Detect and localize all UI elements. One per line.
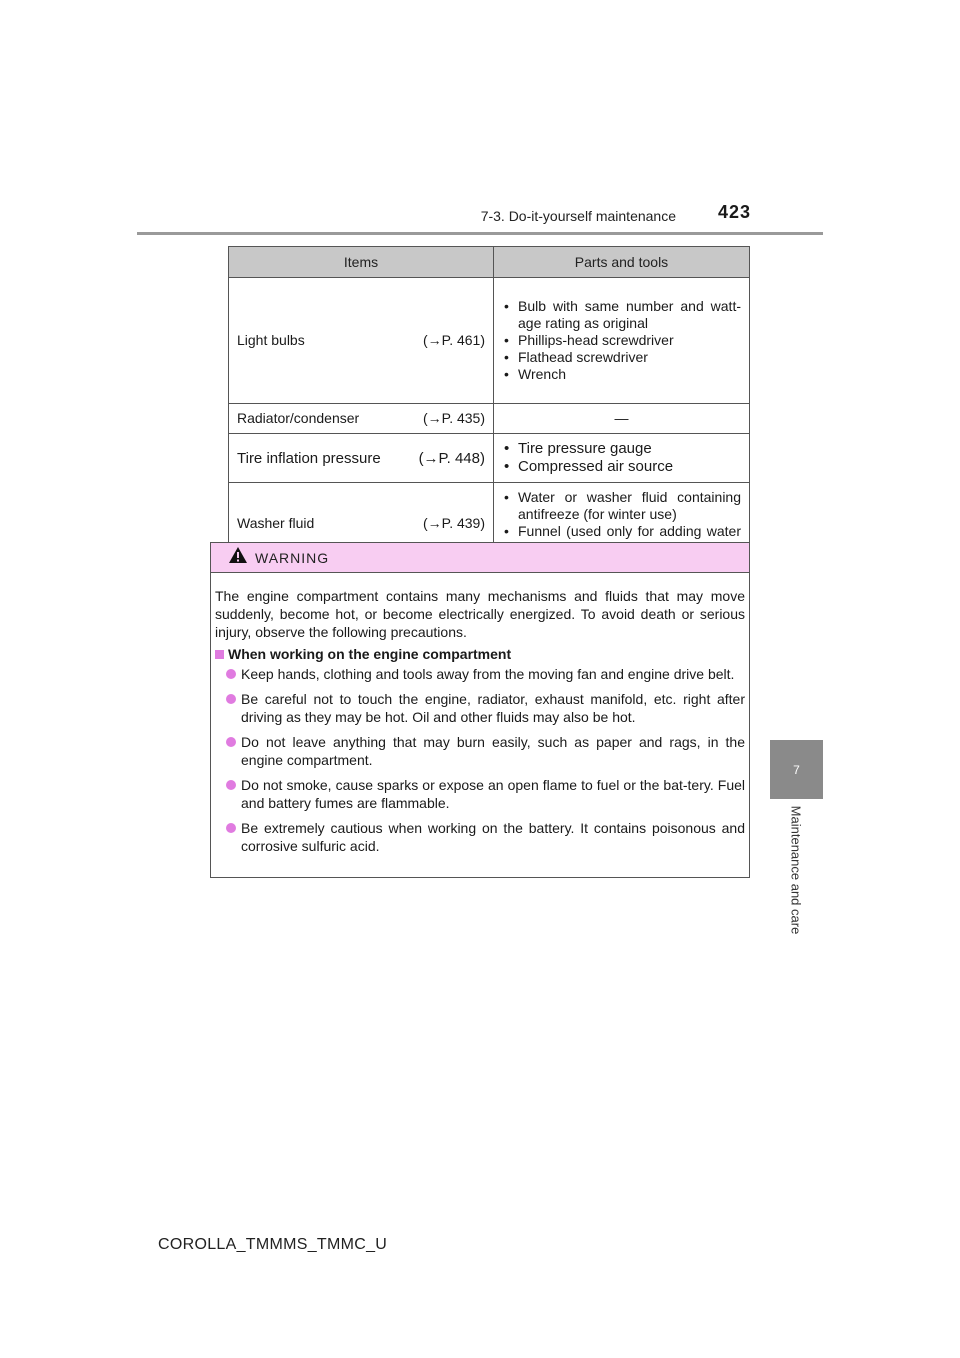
warning-body bbox=[211, 573, 749, 855]
column-header-parts: Parts and tools bbox=[494, 247, 750, 278]
list-item: • Phillips-head screwdriver bbox=[502, 332, 741, 349]
tools-cell bbox=[494, 434, 750, 483]
table-row bbox=[229, 404, 750, 434]
list-item: • Bulb with same number and watt-age rating as original bbox=[502, 298, 741, 332]
header-divider bbox=[137, 232, 823, 235]
chapter-number: 7 bbox=[793, 762, 800, 777]
tools-cell bbox=[494, 278, 750, 404]
table-row bbox=[229, 434, 750, 483]
page-number: 423 bbox=[718, 202, 752, 222]
document-id: COROLLA_TMMMS_TMMC_U bbox=[158, 1236, 388, 1253]
table-row bbox=[229, 278, 750, 404]
item-name: Tire inflation pressure bbox=[237, 449, 381, 467]
circle-bullet-icon bbox=[226, 780, 236, 790]
list-item: • Funnel (used only for adding water bbox=[502, 523, 741, 557]
circle-bullet-icon bbox=[226, 694, 236, 704]
item-name: Light bulbs bbox=[237, 332, 305, 348]
list-item: • Compressed air source bbox=[502, 458, 741, 476]
precaution-text: Be careful not to touch the engine, radiator, exhaust manifold, etc. right after driving as they may be hot. Oil and other fluids may also be hot. bbox=[241, 691, 745, 725]
list-item bbox=[215, 733, 745, 769]
item-cell bbox=[229, 434, 494, 483]
table-header-row bbox=[229, 247, 750, 278]
square-bullet-icon bbox=[215, 650, 224, 659]
warning-intro: The engine compartment contains many mechanisms and fluids that may move suddenly, become hot, or become electrically energized. To avoid death or serious injury, observe the following precautions. bbox=[215, 588, 745, 640]
circle-bullet-icon bbox=[226, 737, 236, 747]
page-reference-link[interactable]: (→P. 461) bbox=[423, 332, 485, 348]
chapter-tab bbox=[770, 740, 823, 799]
item-cell bbox=[229, 404, 494, 434]
warning-title: WARNING bbox=[255, 549, 330, 566]
column-header-items: Items bbox=[229, 247, 494, 278]
precaution-text: Keep hands, clothing and tools away from the moving fan and engine drive belt. bbox=[241, 666, 735, 682]
tools-cell: — bbox=[494, 404, 750, 434]
precaution-list bbox=[215, 665, 745, 855]
list-item bbox=[215, 776, 745, 812]
page-reference-link[interactable]: (→P. 448) bbox=[418, 449, 485, 467]
circle-bullet-icon bbox=[226, 669, 236, 679]
section-title: 7-3. Do-it-yourself maintenance bbox=[480, 208, 676, 224]
list-item bbox=[215, 819, 745, 855]
warning-box bbox=[210, 542, 750, 878]
warning-triangle-icon bbox=[229, 547, 247, 568]
item-name: Washer fluid bbox=[237, 514, 315, 531]
chapter-label-text: Maintenance and care bbox=[788, 805, 804, 935]
list-item: • Water or washer fluid containing antifreeze (for winter use) bbox=[502, 489, 741, 523]
warning-header bbox=[211, 543, 749, 573]
precaution-text: Do not smoke, cause sparks or expose an open flame to fuel or the bat-tery. Fuel and battery fumes are flammable. bbox=[241, 777, 745, 811]
precaution-text: Be extremely cautious when working on the battery. It contains poisonous and corrosive sulfuric acid. bbox=[241, 820, 745, 854]
item-name: Radiator/condenser bbox=[237, 410, 360, 426]
parts-and-tools-table bbox=[228, 246, 750, 564]
list-item bbox=[215, 690, 745, 726]
warning-subheading bbox=[215, 645, 745, 663]
page-reference-link[interactable]: (→P. 439) bbox=[423, 514, 485, 531]
list-item: • Flathead screwdriver bbox=[502, 349, 741, 366]
list-item: • Tire pressure gauge bbox=[502, 440, 741, 458]
list-item bbox=[215, 665, 745, 683]
page-reference-link[interactable]: (→P. 435) bbox=[423, 410, 485, 426]
warning-subheading-text: When working on the engine compartment bbox=[228, 646, 512, 662]
circle-bullet-icon bbox=[226, 823, 236, 833]
precaution-text: Do not leave anything that may burn easily, such as paper and rags, in the engine compartment. bbox=[241, 734, 745, 768]
item-cell bbox=[229, 278, 494, 404]
list-item: • Wrench bbox=[502, 366, 741, 383]
